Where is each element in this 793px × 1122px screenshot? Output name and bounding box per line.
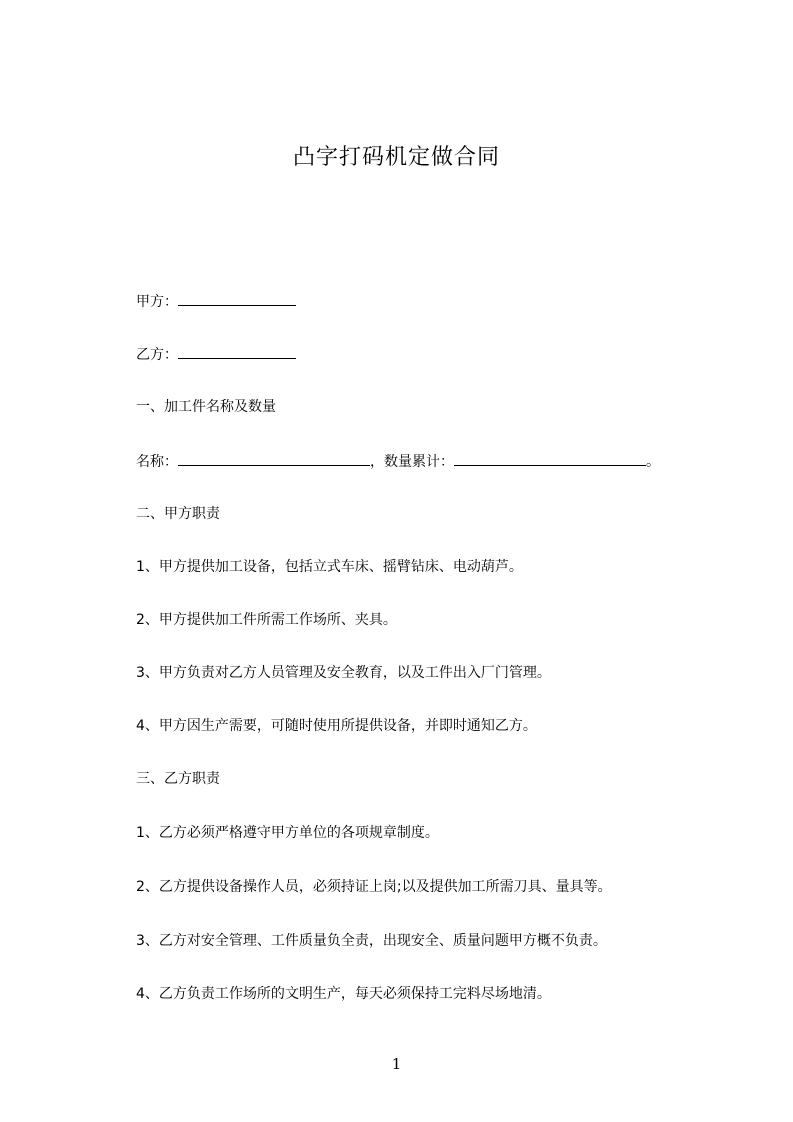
party-b-blank <box>178 344 296 359</box>
name-label: 名称： <box>136 454 178 470</box>
party-a-line <box>136 291 296 312</box>
page-number: 1 <box>391 1055 402 1073</box>
section3-item: 2、乙方提供设备操作人员，必须持证上岗;以及提供加工所需刀具、量具等。 <box>136 879 612 895</box>
party-a-blank <box>178 291 296 306</box>
section3-heading: 三、乙方职责 <box>136 771 220 787</box>
section2-item: 3、甲方负责对乙方人员管理及安全教育，以及工件出入厂门管理。 <box>136 665 551 681</box>
party-b-label: 乙方： <box>136 347 178 363</box>
section2-item: 1、甲方提供加工设备，包括立式车床、摇臂钻床、电动葫芦。 <box>136 559 523 575</box>
quantity-label: ，数量累计： <box>370 454 454 470</box>
quantity-end: 。 <box>646 454 660 470</box>
section1-heading: 一、加工件名称及数量 <box>136 399 276 415</box>
section3-item: 3、乙方对安全管理、工件质量负全责，出现安全、质量问题甲方概不负责。 <box>136 933 607 949</box>
quantity-blank <box>454 451 646 466</box>
name-blank <box>178 451 370 466</box>
section3-item: 1、乙方必须严格遵守甲方单位的各项规章制度。 <box>136 825 439 841</box>
name-quantity-line <box>136 451 660 472</box>
section3-item: 4、乙方负责工作场所的文明生产，每天必须保持工完料尽场地清。 <box>136 986 551 1002</box>
party-a-label: 甲方： <box>136 294 178 310</box>
section2-heading: 二、甲方职责 <box>136 506 220 522</box>
section2-item: 4、甲方因生产需要，可随时使用所提供设备，并即时通知乙方。 <box>136 718 537 734</box>
document-title: 凸字打码机定做合同 <box>292 145 500 170</box>
section2-item: 2、甲方提供加工件所需工作场所、夹具。 <box>136 612 397 628</box>
party-b-line <box>136 344 296 365</box>
